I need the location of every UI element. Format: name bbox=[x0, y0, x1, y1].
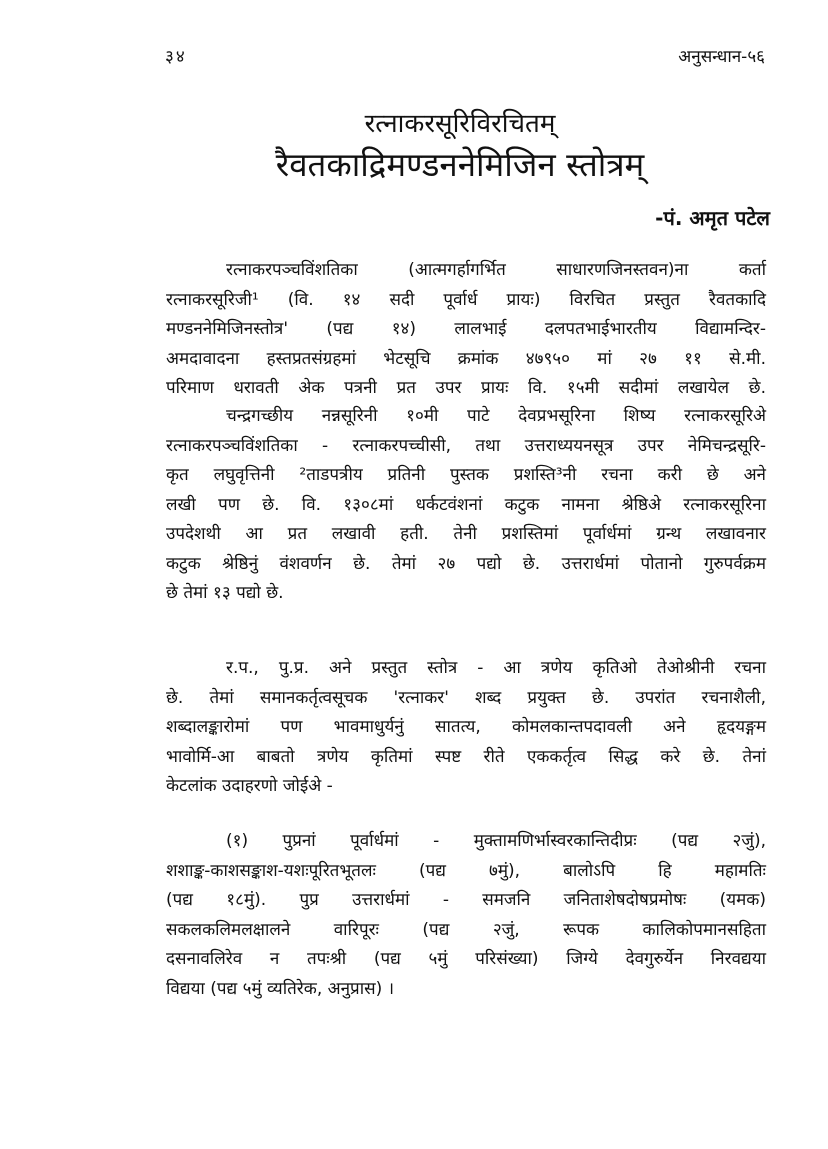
text-line: र.प., पु.प्र. अने प्रस्तुत स्तोत्र - आ त्रणेय कृतिओ तेओश्रीनी रचना bbox=[226, 658, 766, 678]
running-header bbox=[165, 44, 765, 72]
journal-name: अनुसन्धान-५६ bbox=[678, 47, 765, 67]
text-line: अमदावादना हस्तप्रतसंग्रहमां भेटसूचि क्रमांक ४७९५० मां २७ ११ से.मी. bbox=[166, 348, 766, 369]
text-line: रत्नाकरपञ्चविंशतिका (आत्मगर्हागर्भित साधारणजिनस्तवन)ना कर्ता bbox=[226, 260, 766, 280]
article-subtitle: रत्नाकरसूरिविरचितम् bbox=[364, 109, 556, 139]
text-line: रत्नाकरसूरिजी¹ (वि. १४ सदी पूर्वार्ध प्रायः) विरचित प्रस्तुत रैवतकादि bbox=[166, 289, 766, 310]
text-line: छे. तेमां समानकर्तृत्वसूचक 'रत्नाकर' शब्द प्रयुक्त छे. उपरांत रचनाशैली, bbox=[166, 687, 766, 708]
text-line: (पद्य १८मुं). पुप्र उत्तरार्धमां - समजनि जनिताशेषदोषप्रमोषः (यमक) bbox=[166, 890, 766, 910]
text-line: छे तेमां १३ पद्यो छे. bbox=[166, 583, 284, 603]
text-line: उपदेशथी आ प्रत लखावी हती. तेनी प्रशस्तिमां पूर्वार्धमां ग्रन्थ लखावनार bbox=[166, 524, 766, 544]
page-number: ३४ bbox=[165, 47, 187, 67]
text-line: रत्नाकरपञ्चविंशतिका - रत्नाकरपच्चीसी, तथा उत्तराध्ययनसूत्र उपर नेमिचन्द्रसूरि- bbox=[166, 435, 766, 456]
text-line: दसनावलिरेव न तपःश्री (पद्य ५मुं परिसंख्या) जिग्ये देवगुरुर्येन निरवद्यया bbox=[166, 949, 766, 969]
text-line: (१) पुप्रनां पूर्वार्धमां - मुक्तामणिर्भास्वरकान्तिदीप्रः (पद्य २जुं), bbox=[226, 831, 766, 851]
article-title: रैवतकाद्रिमण्डननेमिजिन स्तोत्रम् bbox=[275, 145, 645, 184]
text-line: शशाङ्क-काशसङ्काश-यशःपूरितभूतलः (पद्य ७मुं), बालोऽपि हि महामतिः bbox=[166, 860, 766, 881]
text-line: परिमाण धरावती अेक पत्रनी प्रत उपर प्रायः वि. १५मी सदीमां लखायेल छे. bbox=[166, 378, 766, 398]
paragraph-4 bbox=[166, 827, 766, 1004]
text-line: लखी पण छे. वि. १३०८मां धर्कटवंशनां कटुक नामना श्रेष्ठिअे रत्नाकरसूरिना bbox=[166, 494, 766, 515]
text-line: विद्यया (पद्य ५मुं व्यतिरेक, अनुप्रास) । bbox=[166, 978, 395, 999]
paragraph-2 bbox=[166, 402, 766, 609]
paragraph-3 bbox=[166, 654, 766, 802]
paragraph-1 bbox=[166, 256, 766, 404]
text-line: चन्द्रगच्छीय नन्नसूरिनी १०मी पाटे देवप्रभसूरिना शिष्य रत्नाकरसूरिअे bbox=[226, 406, 766, 426]
text-line: मण्डननेमिजिनस्तोत्र' (पद्य १४) लालभाई दलपतभाईभारतीय विद्यामन्दिर- bbox=[166, 319, 766, 339]
text-line: सकलकलिमलक्षालने वारिपूरः (पद्य २जुं, रूपक कालिकोपमानसहिता bbox=[166, 919, 766, 940]
text-line: कृत लघुवृत्तिनी ²ताडपत्रीय प्रतिनी पुस्तक प्रशस्ति³नी रचना करी छे अने bbox=[166, 465, 766, 485]
text-line: कटुक श्रेष्ठिनुं वंशवर्णन छे. तेमां २७ पद्यो छे. उत्तरार्धमां पोतानो गुरुपर्वक्रम bbox=[166, 553, 766, 574]
text-line: केटलांक उदाहरणो जोईअे - bbox=[166, 776, 333, 796]
text-line: शब्दालङ्कारोमां पण भावमाधुर्यनुं सातत्य, कोमलकान्तपदावली अने हृदयङ्गम bbox=[166, 717, 766, 737]
text-line: भावोर्मि-आ बाबतो त्रणेय कृतिमां स्पष्ट रीते एककर्तृत्व सिद्ध करे छे. तेनां bbox=[166, 746, 766, 767]
article-author: -पं. अमृत पटेल bbox=[655, 206, 770, 230]
